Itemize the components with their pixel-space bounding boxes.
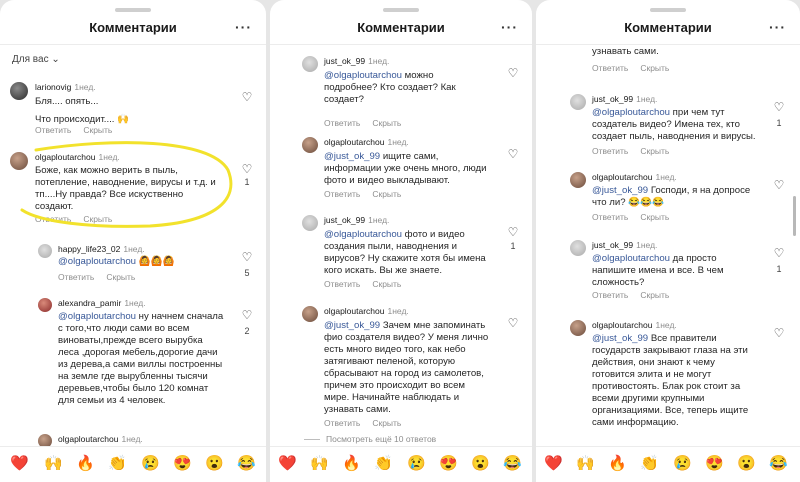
avatar[interactable]	[570, 240, 586, 256]
comment-text-line: кого искать. Вы же знаете.	[324, 265, 443, 276]
heart-icon[interactable]: ♡	[241, 90, 253, 104]
comment-text-line: @olgaploutarchou да просто	[592, 253, 717, 264]
comment-username[interactable]: just_ok_99	[324, 215, 366, 225]
comment-text-line: сложность?	[592, 277, 645, 288]
comment-text-line: создают.	[35, 201, 74, 212]
comment-time: 1нед.	[121, 434, 143, 444]
comment-text-line: создает?	[324, 94, 365, 105]
hide-button[interactable]: Скрыть	[372, 118, 402, 128]
comment-text-line: @just_ok_99 Все правители	[592, 333, 717, 344]
comment-time: 1нед.	[655, 320, 677, 330]
reply-button[interactable]: Ответить	[324, 279, 361, 289]
heart-icon[interactable]: ♡	[241, 250, 253, 264]
hide-button[interactable]: Скрыть	[640, 146, 670, 156]
emoji-heart[interactable]: ❤️	[10, 455, 29, 472]
reply-button[interactable]: Ответить	[592, 290, 629, 300]
comment-text-line: информации уже очень много, люди	[324, 163, 487, 174]
comment-username[interactable]: just_ok_99	[324, 56, 366, 66]
divider	[536, 44, 800, 45]
hide-button[interactable]: Скрыть	[640, 290, 670, 300]
comment-text-line: организациями. Все, теперь ищите	[592, 405, 749, 416]
comment-text-line: затягивают пеленой, которую	[324, 356, 456, 367]
comment-time: 1нед.	[655, 172, 677, 182]
reply-button[interactable]: Ответить	[35, 214, 72, 224]
mention-link[interactable]: @just_ok_99	[592, 333, 649, 344]
comment-time: 1нед.	[123, 244, 145, 254]
emoji-raised-hands[interactable]: 🙌	[44, 455, 63, 472]
heart-icon[interactable]: ♡	[507, 66, 519, 80]
drag-handle[interactable]	[115, 8, 151, 12]
comment-username[interactable]: larionovig	[35, 82, 72, 92]
like-count: 1	[776, 118, 782, 128]
comment-text-line: фото и видео выкладывают.	[324, 175, 450, 186]
comment-username[interactable]: just_ok_99	[592, 94, 634, 104]
panel-title: Комментарии	[624, 20, 712, 35]
heart-icon[interactable]: ♡	[241, 308, 253, 322]
comment-text-line: тп....Ну правда? Все искуственно	[35, 189, 184, 200]
comment-text-line: мире. Начинайте наблюдать и	[324, 392, 460, 403]
comment-text-line: причем это происходит во всем	[324, 380, 466, 391]
heart-icon[interactable]: ♡	[773, 100, 785, 114]
like-count: 1	[510, 241, 516, 251]
comment-username[interactable]: alexandra_pamir	[58, 298, 122, 308]
comment-text-line: вирусов? Ну скажите хотя бы имена	[324, 253, 486, 264]
comment-text-line: Что происходит.... 🙌	[35, 114, 130, 125]
comment	[10, 82, 260, 142]
more-options-icon[interactable]: ···	[501, 19, 518, 35]
divider	[0, 44, 266, 45]
emoji-heart[interactable]: ❤️	[544, 455, 563, 472]
comment-text-line: @just_ok_99 Зачем мне запоминать	[324, 320, 486, 331]
reply-button[interactable]: Ответить	[324, 189, 361, 199]
emoji-clap[interactable]: 👏	[108, 455, 127, 472]
comment-text-line: Боже, как можно верить в пыль,	[35, 165, 178, 176]
comment-reply	[570, 240, 792, 302]
comment-text-line: Бля.... опять...	[35, 96, 99, 107]
comment-username[interactable]: olgaploutarchou	[592, 172, 653, 182]
emoji-cry[interactable]: 😢	[407, 455, 426, 472]
hide-button[interactable]: Скрыть	[372, 189, 402, 199]
heart-icon[interactable]: ♡	[773, 246, 785, 260]
emoji-wow[interactable]: 😮	[737, 455, 756, 472]
comments-panel-3	[536, 0, 800, 482]
hide-button[interactable]: Скрыть	[372, 279, 402, 289]
like-count: 5	[244, 268, 250, 278]
emoji-laugh[interactable]: 😂	[769, 455, 788, 472]
comment-text-line: виноваты,прежде всего вырубка	[58, 335, 203, 346]
emoji-fire[interactable]: 🔥	[76, 455, 95, 472]
comment-username[interactable]: olgaploutarchou	[324, 306, 385, 316]
comment-reply	[302, 137, 524, 207]
avatar[interactable]	[302, 56, 318, 72]
avatar[interactable]	[10, 152, 28, 170]
emoji-clap[interactable]: 👏	[640, 455, 659, 472]
emoji-reaction-bar	[0, 446, 266, 482]
comment-text-line: сбрасывают на город из самолетов,	[324, 368, 484, 379]
comment-text-line: потепление, наводнение, вирусы и т.д. и	[35, 177, 216, 188]
reply-button[interactable]: Ответить	[592, 63, 629, 73]
like-count: 1	[244, 177, 250, 187]
comment-text-line: @olgaploutarchou можно	[324, 70, 434, 81]
comment-text-line: деревьев,чтобы было 120 комнат	[58, 383, 209, 394]
comment-time: 1нед.	[74, 82, 96, 92]
comment-username[interactable]: olgaploutarchou	[324, 137, 385, 147]
comment-text-line: с того,что люди сами во всем	[58, 323, 190, 334]
comment-time: 1нед.	[636, 94, 658, 104]
emoji-heart-eyes[interactable]: 😍	[173, 455, 192, 472]
avatar[interactable]	[570, 94, 586, 110]
reply-button[interactable]: Ответить	[592, 146, 629, 156]
emoji-wow[interactable]: 😮	[205, 455, 224, 472]
comment-text-line: действия, они знают к чему	[592, 357, 715, 368]
view-more-replies-link[interactable]	[304, 434, 436, 444]
mention-link[interactable]: @just_ok_99	[592, 185, 649, 196]
sort-selector[interactable]	[12, 54, 60, 65]
reply-button[interactable]: Ответить	[58, 272, 95, 282]
emoji-raised-hands[interactable]: 🙌	[576, 455, 595, 472]
comment-username[interactable]: olgaploutarchou	[58, 434, 119, 444]
heart-icon[interactable]: ♡	[773, 326, 785, 340]
mention-link[interactable]: @olgaploutarchou	[592, 253, 671, 264]
comment-text-line: @olgaploutarchou при чем тут	[592, 107, 725, 118]
avatar[interactable]	[302, 215, 318, 231]
avatar[interactable]	[38, 244, 52, 258]
divider-line	[304, 439, 320, 440]
comment-text-line: для семьи из 4 человек.	[58, 395, 166, 406]
more-options-icon[interactable]: ···	[235, 19, 252, 35]
comment-time: 1нед.	[368, 215, 390, 225]
comment-text-line: напишите имена и все. В чем	[592, 265, 724, 276]
emoji-fire[interactable]: 🔥	[608, 455, 627, 472]
comment-text-line: что ли? 😂😂😂	[592, 197, 665, 208]
emoji-heart-eyes[interactable]: 😍	[705, 455, 724, 472]
comment-time: 1нед.	[387, 137, 409, 147]
heart-icon[interactable]: ♡	[507, 225, 519, 239]
comment-text-line: @olgaploutarchou 🙆🙆🙆	[58, 256, 175, 267]
mention-link[interactable]: @olgaploutarchou	[592, 107, 671, 118]
reply-button[interactable]: Ответить	[592, 212, 629, 222]
more-options-icon[interactable]: ···	[769, 19, 786, 35]
divider	[270, 44, 532, 45]
panel-title: Комментарии	[89, 20, 177, 35]
comment-text-line: всеми другими крупными	[592, 393, 705, 404]
scrollbar[interactable]	[793, 196, 796, 236]
comment-text-line: @olgaploutarchou фото и видео	[324, 229, 465, 240]
hide-button[interactable]: Скрыть	[640, 63, 670, 73]
emoji-clap[interactable]: 👏	[374, 455, 393, 472]
comment-text-line: из дерева,а сами виллы построенны	[58, 359, 223, 370]
comment-text-line: @just_ok_99 ищите сами,	[324, 151, 439, 162]
mention-link[interactable]: @just_ok_99	[324, 151, 381, 162]
hide-button[interactable]: Скрыть	[372, 418, 402, 428]
avatar[interactable]	[302, 306, 318, 322]
comment-reply	[38, 298, 260, 408]
comment-text-line: леса ,дорогая мебель,дорогие дачи	[58, 347, 218, 358]
mention-link[interactable]: @olgaploutarchou	[58, 311, 137, 322]
comment-text-line: узнавать сами.	[592, 46, 659, 57]
avatar[interactable]	[38, 298, 52, 312]
emoji-laugh[interactable]: 😂	[237, 455, 256, 472]
comment-text-line: @olgaploutarchou ну начнем сначала	[58, 311, 224, 322]
comment	[10, 152, 260, 227]
comment-time: 1нед.	[124, 298, 146, 308]
mention-link[interactable]: @olgaploutarchou	[58, 256, 137, 267]
comment-time: 1нед.	[98, 152, 120, 162]
comment-reply	[302, 306, 524, 428]
comment-text-line: на земле где вырубленны тысячи	[58, 371, 208, 382]
comment-text-line: узнавать сами.	[324, 404, 391, 415]
hide-button[interactable]: Скрыть	[640, 212, 670, 222]
heart-icon[interactable]: ♡	[241, 162, 253, 176]
sort-label: Для вас	[12, 54, 49, 65]
reply-button[interactable]: Ответить	[324, 118, 361, 128]
comment-text-line: создает пыль, наводнения и вирусы.	[592, 131, 756, 142]
avatar[interactable]	[570, 320, 586, 336]
comment-reply	[38, 244, 260, 284]
comment-reply	[570, 94, 792, 156]
comments-panel-1	[0, 0, 266, 482]
mention-link[interactable]: @just_ok_99	[324, 320, 381, 331]
panel-title: Комментарии	[357, 20, 445, 35]
comment-text-line: сами информацию.	[592, 417, 679, 428]
avatar[interactable]	[570, 172, 586, 188]
heart-icon[interactable]: ♡	[773, 178, 785, 192]
drag-handle[interactable]	[650, 8, 686, 12]
comment-text-line: создания пыли, наводнения и	[324, 241, 458, 252]
comment-reply	[302, 215, 524, 291]
hide-button[interactable]: Скрыть	[83, 125, 113, 135]
chevron-down-icon: ⌄	[51, 54, 60, 65]
comment-reply	[570, 320, 792, 430]
like-count: 1	[776, 264, 782, 274]
comment-username[interactable]: olgaploutarchou	[35, 152, 96, 162]
comment-text-line: противостоять. Блак рок стоит за	[592, 381, 741, 392]
emoji-cry[interactable]: 😢	[141, 455, 160, 472]
hide-button[interactable]: Скрыть	[106, 272, 136, 282]
avatar[interactable]	[302, 137, 318, 153]
emoji-reaction-bar	[270, 446, 532, 482]
avatar[interactable]	[10, 82, 28, 100]
comment-time: 1нед.	[636, 240, 658, 250]
comment-text-line: есть много видео того, как небо	[324, 344, 466, 355]
like-count: 2	[244, 326, 250, 336]
reply-button[interactable]: Ответить	[324, 418, 361, 428]
comment-text-line: @just_ok_99 Господи, я на допросе	[592, 185, 751, 196]
comment-username[interactable]: olgaploutarchou	[592, 320, 653, 330]
comment-reply	[570, 46, 792, 76]
emoji-raised-hands[interactable]: 🙌	[310, 455, 329, 472]
view-more-replies-label: Посмотреть ещё 10 ответов	[326, 434, 437, 444]
emoji-heart[interactable]: ❤️	[278, 455, 297, 472]
emoji-fire[interactable]: 🔥	[342, 455, 361, 472]
emoji-reaction-bar	[536, 446, 800, 482]
emoji-cry[interactable]: 😢	[673, 455, 692, 472]
comment-text-line: государств закрывают глаза на эти	[592, 345, 748, 356]
emoji-wow[interactable]: 😮	[471, 455, 490, 472]
drag-handle[interactable]	[383, 8, 419, 12]
comment-text-line: подробнее? Кто создает? Как	[324, 82, 456, 93]
hide-button[interactable]: Скрыть	[83, 214, 113, 224]
heart-icon[interactable]: ♡	[507, 147, 519, 161]
emoji-heart-eyes[interactable]: 😍	[439, 455, 458, 472]
comment-text-line: готовится элита и не могут	[592, 369, 712, 380]
mention-link[interactable]: @olgaploutarchou	[324, 70, 403, 81]
comment-username[interactable]: happy_life23_02	[58, 244, 121, 254]
comment-text-line: фио создателя видео? У меня лично	[324, 332, 489, 343]
comment-reply	[570, 172, 792, 220]
heart-icon[interactable]: ♡	[507, 316, 519, 330]
comment-reply	[302, 56, 524, 131]
emoji-laugh[interactable]: 😂	[503, 455, 522, 472]
mention-link[interactable]: @olgaploutarchou	[324, 229, 403, 240]
comment-text-line: создатель видео? Имена тех, кто	[592, 119, 740, 130]
comments-panel-2	[270, 0, 532, 482]
comment-time: 1нед.	[387, 306, 409, 316]
comment-time: 1нед.	[368, 56, 390, 66]
comment-username[interactable]: just_ok_99	[592, 240, 634, 250]
reply-button[interactable]: Ответить	[35, 125, 72, 135]
